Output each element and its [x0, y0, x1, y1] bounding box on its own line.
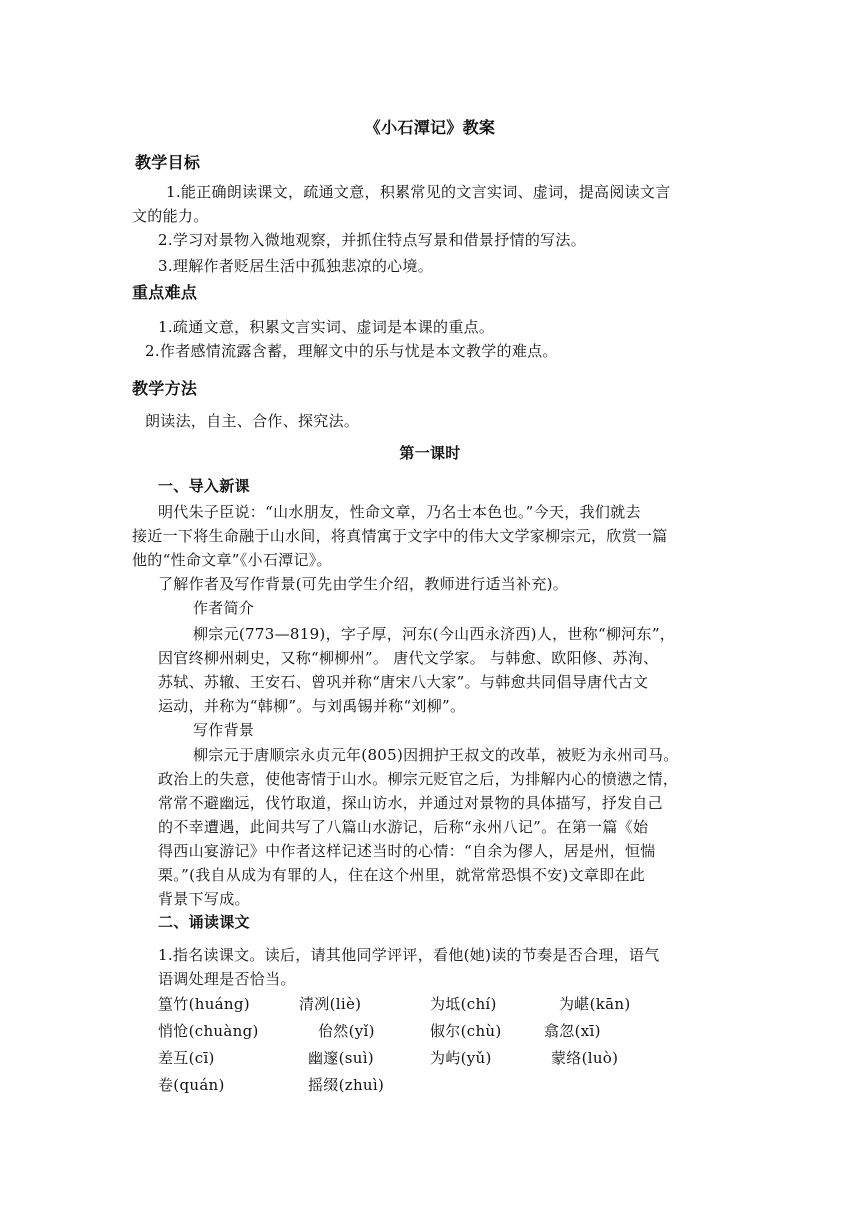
intro-heading: 一、导入新课	[158, 477, 250, 495]
vocab-item: 摇缀(zhuì)	[308, 1076, 385, 1094]
goals-line-3: 3.理解作者贬居生活中孤独悲凉的心境。	[158, 257, 434, 275]
difficulty-line-2: 2.作者感情流露含蓄，理解文中的乐与忧是本文教学的难点。	[145, 342, 558, 360]
lesson-heading: 第一课时	[399, 444, 461, 462]
context-line-3: 常常不避幽远，伐竹取道，探山访水，并通过对景物的具体描写，抒发自己	[158, 794, 663, 812]
method-heading: 教学方法	[132, 379, 198, 398]
page-title: 《小石潭记》教案	[364, 118, 496, 137]
intro-line-3: 他的“性命文章”《小石潭记》。	[132, 551, 332, 569]
goals-line-2: 2.学习对景物入微地观察，并抓住特点写景和借景抒情的写法。	[158, 231, 587, 249]
difficulty-line-1: 1.疏通文意，积累文言实词、虚词是本课的重点。	[158, 318, 495, 336]
difficulty-heading: 重点难点	[132, 283, 198, 302]
context-line-4: 的不幸遭遇，此间共写了八篇山水游记，后称“永州八记”。在第一篇《始	[158, 818, 649, 836]
context-line-1: 柳宗元于唐顺宗永贞元年(805)因拥护王叔文的改革，被贬为永州司马。	[193, 746, 679, 764]
context-line-7: 背景下写成。	[158, 890, 250, 908]
author-line-3: 苏轼、苏辙、王安石、曾巩并称“唐宋八大家”。与韩愈共同倡导唐代古文	[158, 673, 649, 691]
vocab-item: 卷(quán)	[158, 1076, 225, 1094]
vocab-item: 篁竹(huáng)	[158, 995, 250, 1013]
vocab-item: 蒙络(luò)	[551, 1049, 619, 1067]
vocab-item: 差互(cī)	[158, 1049, 215, 1067]
read-line-2: 语调处理是否恰当。	[158, 970, 296, 988]
vocab-item: 幽邃(suì)	[308, 1049, 374, 1067]
goals-line-1a: 1.能正确朗读课文，疏通文意，积累常见的文言实词、虚词，提高阅读文言	[166, 183, 671, 201]
vocab-item: 俶尔(chù)	[430, 1022, 502, 1040]
context-line-5: 得西山宴游记》中作者这样记述当时的心情：“自余为僇人，居是州，恒惴	[158, 842, 656, 860]
vocab-item: 为屿(yǔ)	[430, 1049, 492, 1067]
author-line-1: 柳宗元(773—819)，字子厚，河东(今山西永济西)人，世称“柳河东”，	[193, 625, 676, 643]
read-heading: 二、诵读课文	[158, 913, 250, 931]
author-heading: 作者简介	[193, 599, 255, 617]
method-line-1: 朗读法，自主、合作、探究法。	[145, 412, 360, 430]
context-line-6: 栗。”(我自从成为有罪的人，住在这个州里，就常常恐惧不安)文章即在此	[158, 866, 646, 884]
goals-line-1b: 文的能力。	[132, 207, 209, 225]
author-line-4: 运动，并称为“韩柳”。与刘禹锡并称“刘柳”。	[158, 697, 466, 715]
intro-line-1: 明代朱子臣说：“山水朋友，性命文章，乃名士本色也。”今天，我们就去	[158, 503, 641, 521]
author-line-2: 因官终柳州刺史，又称“柳柳州”。 唐代文学家。 与韩愈、欧阳修、苏洵、	[158, 649, 659, 667]
background-line: 了解作者及写作背景(可先由学生介绍，教师进行适当补充)。	[158, 575, 569, 593]
intro-line-2: 接近一下将生命融于山水间，将真情寓于文字中的伟大文学家柳宗元，欣赏一篇	[132, 527, 668, 545]
context-heading: 写作背景	[193, 721, 255, 739]
vocab-item: 为坻(chí)	[430, 995, 497, 1013]
vocab-item: 清冽(liè)	[299, 995, 362, 1013]
context-line-2: 政治上的失意，使他寄情于山水。柳宗元贬官之后，为排解内心的愤懑之情，	[158, 770, 679, 788]
vocab-item: 翕忽(xī)	[544, 1022, 601, 1040]
goals-heading: 教学目标	[135, 153, 201, 172]
vocab-item: 悄怆(chuàng)	[158, 1022, 259, 1040]
vocab-item: 为嵁(kān)	[559, 995, 631, 1013]
vocab-item: 佁然(yǐ)	[318, 1022, 375, 1040]
read-line-1: 1.指名读课文。读后，请其他同学评评，看他(她)读的节奏是否合理，语气	[158, 946, 660, 964]
